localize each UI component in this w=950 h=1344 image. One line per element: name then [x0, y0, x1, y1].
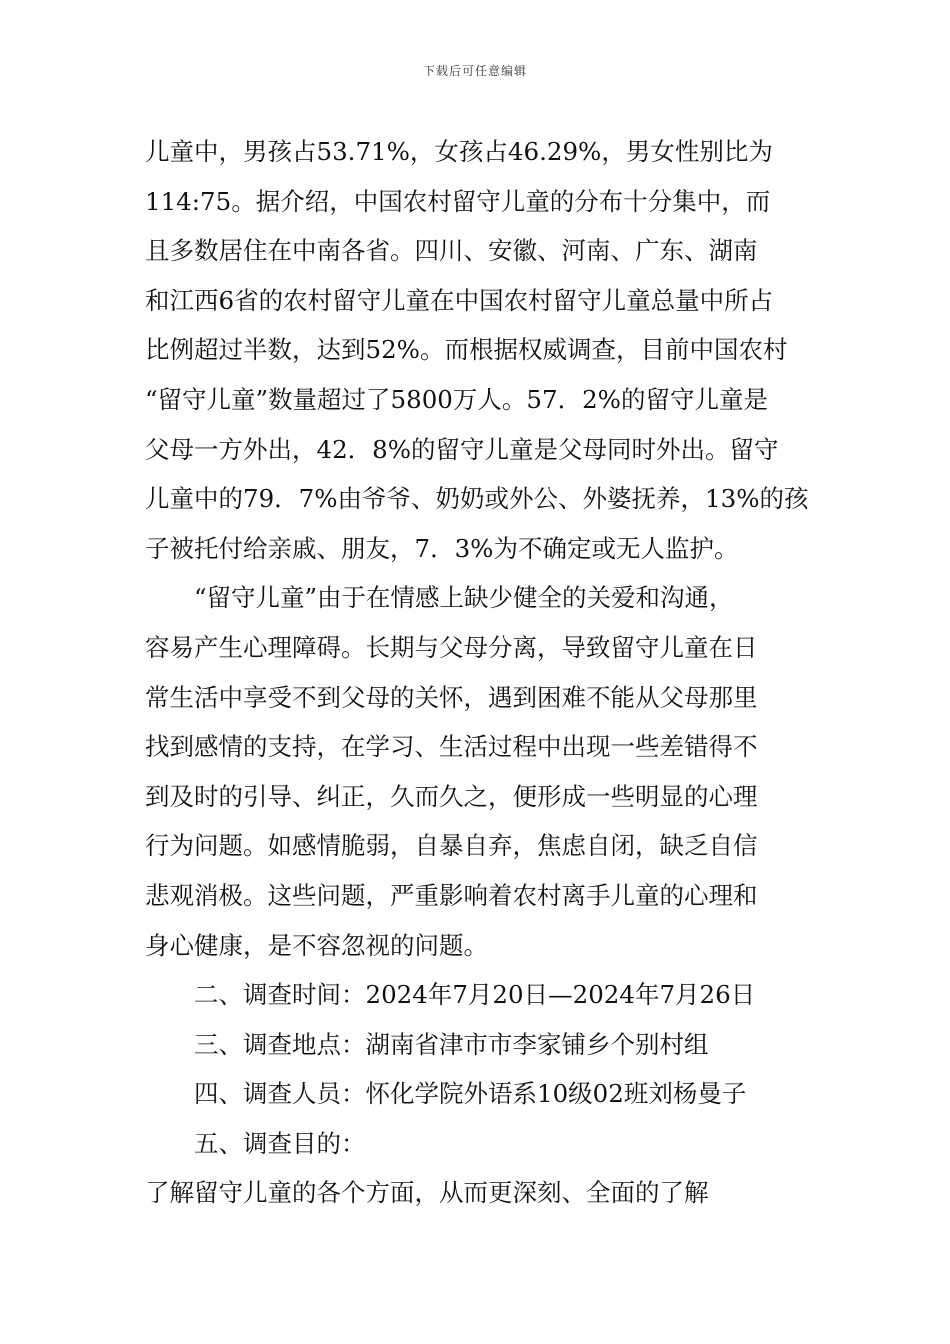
survey-purpose-heading: 五、调查目的： — [194, 1128, 366, 1158]
text-line: 儿童中的79．7%由爷爷、奶奶或外公、外婆抚养，13%的孩 — [145, 484, 809, 514]
text-line: 儿童中，男孩占53.71%，女孩占46.29%，男女性别比为 — [145, 137, 773, 166]
paragraph-psychology — [145, 573, 810, 970]
text-line: 找到感情的支持，在学习、生活过程中出现一些差错得不 — [145, 732, 758, 762]
paragraph-statistics — [145, 127, 810, 573]
text-line: 身心健康，是不容忽视的问题。 — [145, 930, 488, 960]
document-body — [145, 127, 810, 1218]
text-line: 114:75。据介绍，中国农村留守儿童的分布十分集中，而 — [145, 186, 771, 216]
survey-personnel: 四、调查人员：怀化学院外语系10级02班刘杨曼子 — [194, 1079, 747, 1109]
survey-purpose-text: 了解留守儿童的各个方面，从而更深刻、全面的了解 — [145, 1178, 709, 1208]
page-header: 下载后可任意编辑 — [422, 64, 527, 78]
text-line: 行为问题。如感情脆弱，自暴自弃，焦虑自闭，缺乏自信 — [145, 831, 758, 861]
survey-location: 三、调查地点：湖南省津市市李家铺乡个别村组 — [194, 1029, 709, 1059]
text-line: 父母一方外出，42．8%的留守儿童是父母同时外出。留守 — [145, 434, 779, 464]
text-line: “留守儿童”由于在情感上缺少健全的关爱和沟通， — [194, 583, 734, 613]
text-line: 到及时的引导、纠正，久而久之，便形成一些明显的心理 — [145, 781, 758, 811]
text-line: 悲观消极。这些问题，严重影响着农村离手儿童的心理和 — [145, 880, 758, 910]
text-line: 子被托付给亲戚、朋友，7．3%为不确定或无人监护。 — [145, 533, 739, 563]
text-line: 且多数居住在中南各省。四川、安徽、河南、广东、湖南 — [145, 236, 758, 266]
text-line: “留守儿童”数量超过了5800万人。57．2%的留守儿童是 — [145, 384, 768, 414]
text-line: 容易产生心理障碍。长期与父母分离，导致留守儿童在日 — [145, 632, 758, 662]
text-line: 常生活中享受不到父母的关怀，遇到困难不能从父母那里 — [145, 682, 758, 712]
text-line: 比例超过半数，达到52%。而根据权威调查，目前中国农村 — [145, 335, 788, 365]
text-line: 和江西6省的农村留守儿童在中国农村留守儿童总量中所占 — [145, 285, 774, 315]
survey-time: 二、调查时间：2024年7月20日—2024年7月26日 — [194, 980, 756, 1010]
